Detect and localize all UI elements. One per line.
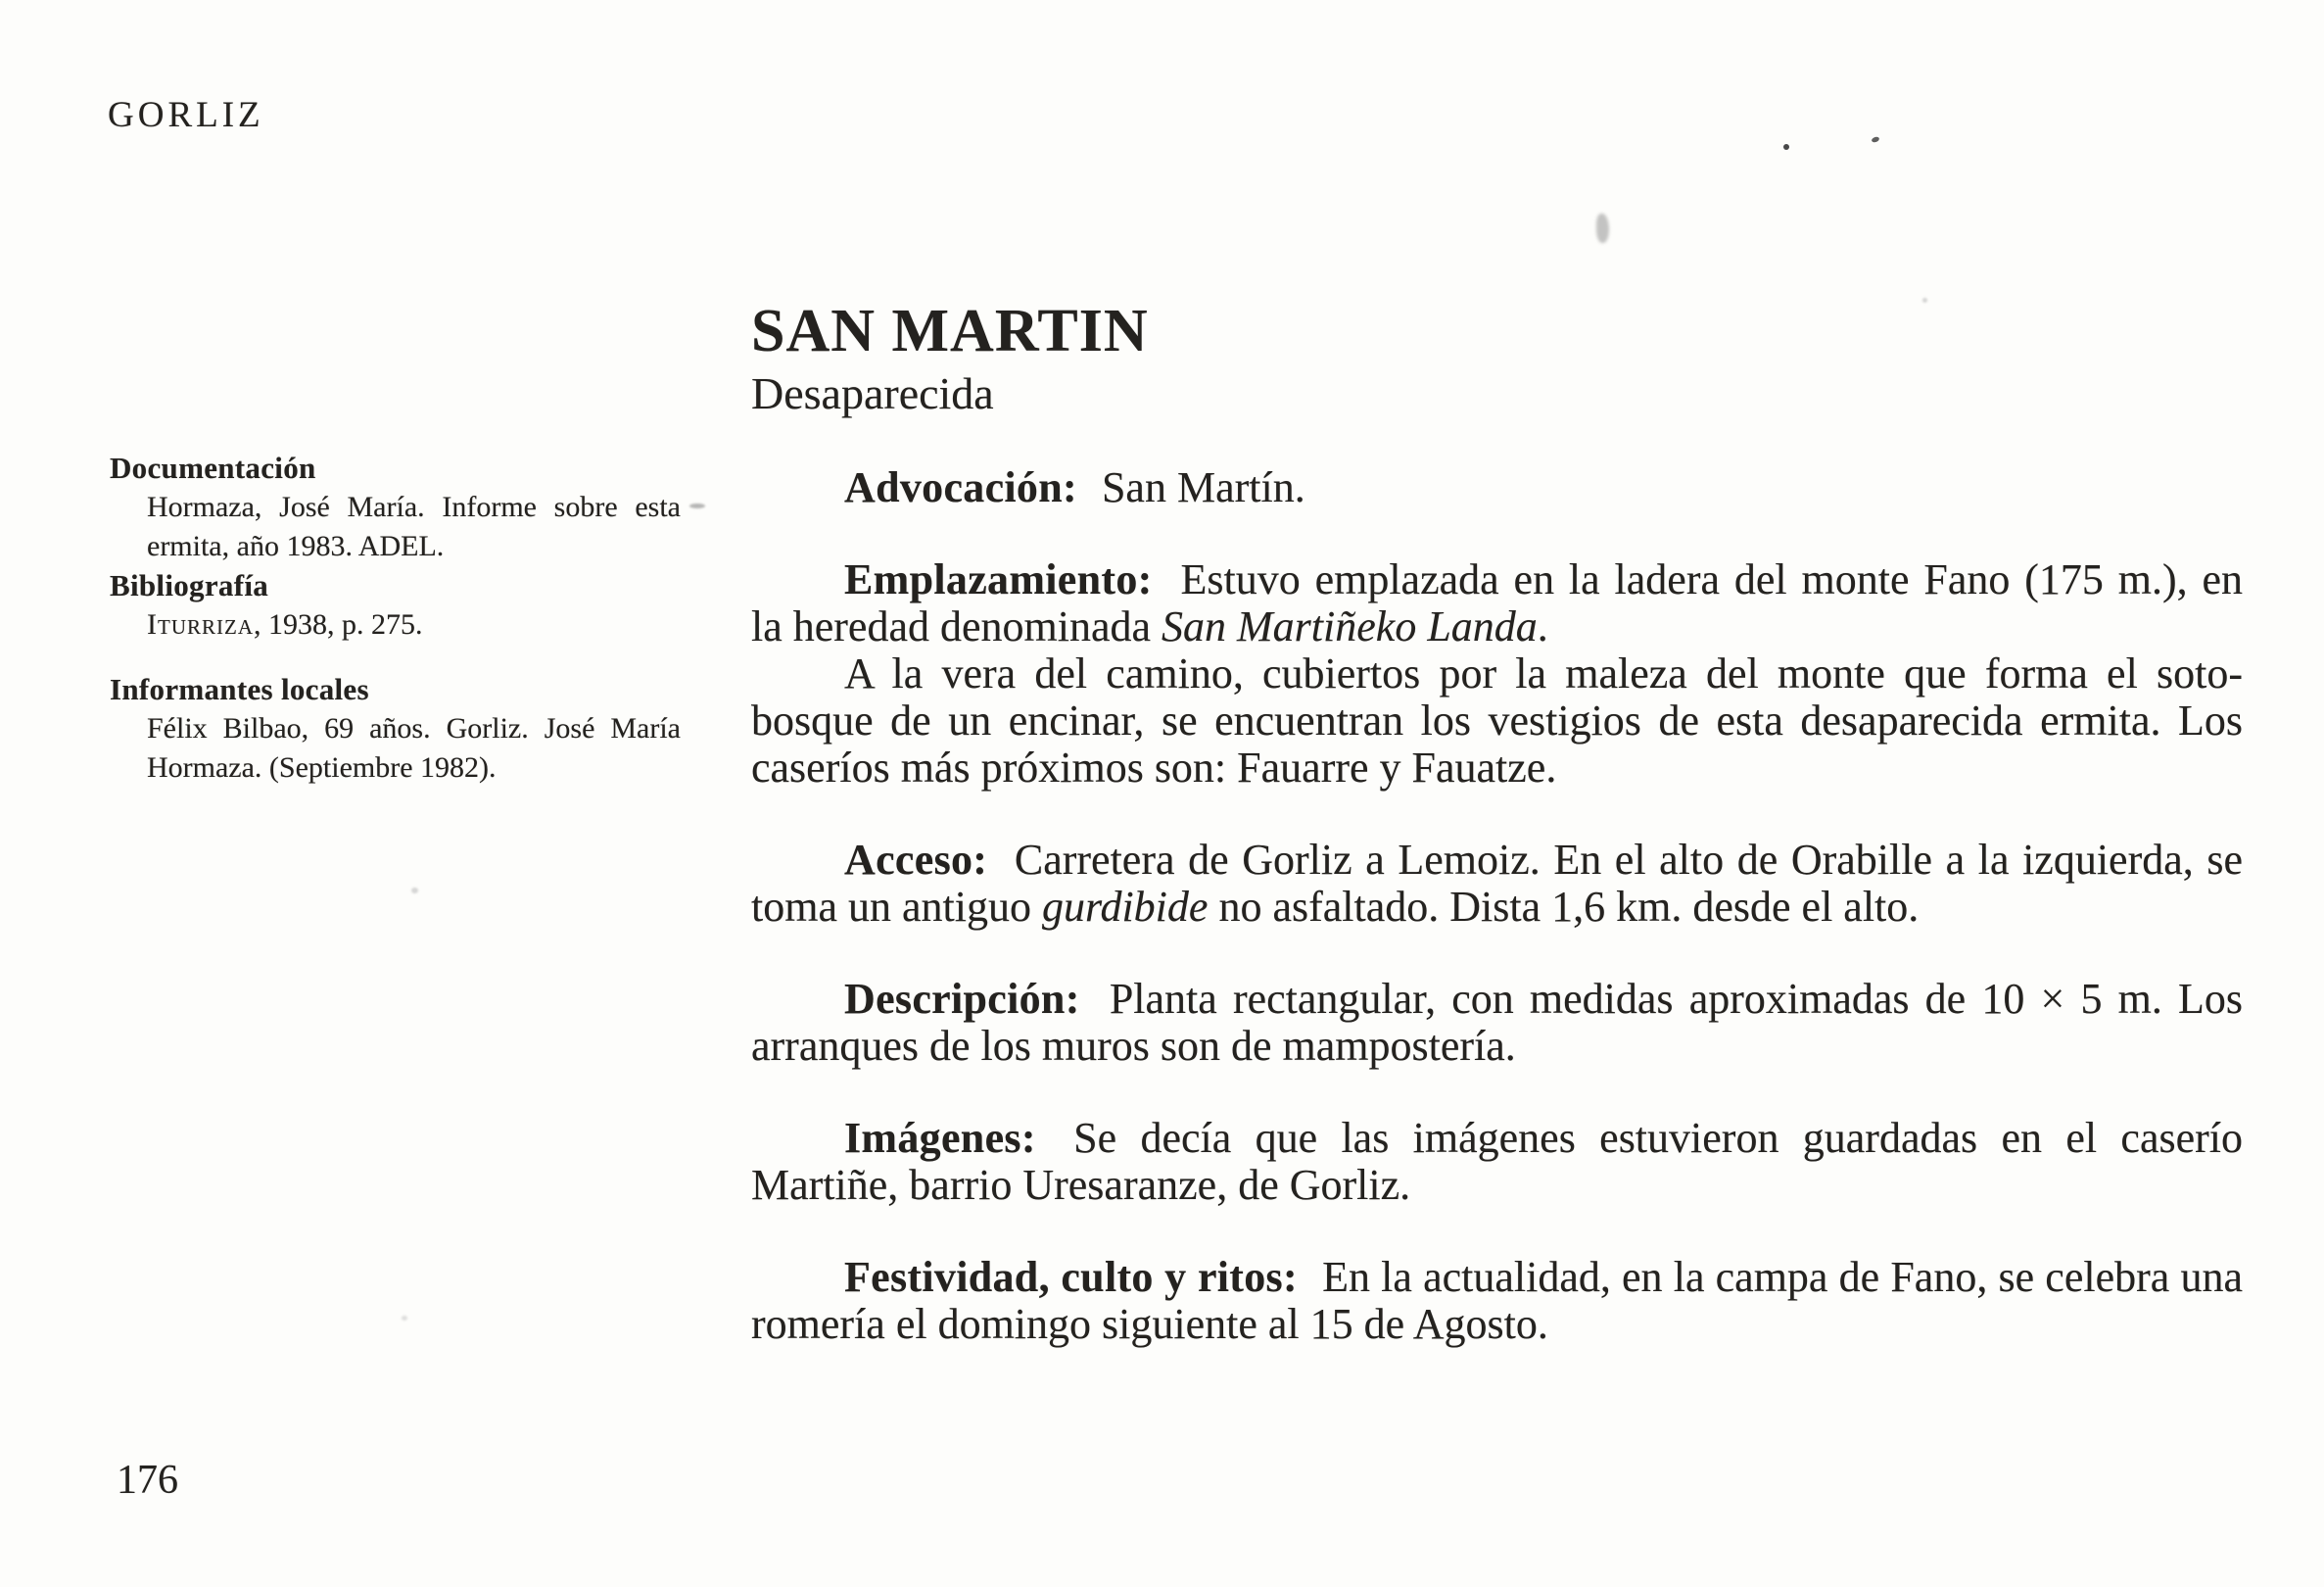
scan-speck bbox=[1596, 214, 1609, 243]
author-smallcaps: Iturriza bbox=[147, 608, 254, 641]
entry-text-italic: gurdibide bbox=[1041, 883, 1209, 931]
sidebar-heading: Documentación bbox=[110, 451, 316, 485]
sidebar-body bbox=[147, 605, 681, 645]
entry-text: Carretera de Gorliz a Lemoiz. En el alto de Orabille a la izquierda, se toma un antiguo bbox=[751, 836, 2244, 931]
entry-text-italic: San Martiñeko Landa bbox=[1162, 602, 1538, 650]
scan-speck bbox=[1783, 144, 1789, 150]
entry-label: Advocación: bbox=[844, 463, 1077, 511]
entry-text: . bbox=[1537, 602, 1548, 650]
entry-festividad bbox=[751, 1254, 2243, 1348]
running-header: GORLIZ bbox=[108, 95, 264, 135]
scan-speck bbox=[402, 1316, 407, 1321]
entry-text: Planta rectangular, con medidas aproximadas de 10 × 5 m. Los arranques de los muros son de mampostería. bbox=[751, 975, 2243, 1070]
entry-text: En la actualidad, en la campa de Fano, se celebra una romería el domingo siguiente al 15 de Agosto. bbox=[751, 1253, 2243, 1348]
sidebar-section-documentacion bbox=[110, 449, 697, 566]
entry-descripcion bbox=[751, 976, 2243, 1070]
entry-emplazamiento-continuation bbox=[751, 650, 2243, 792]
sidebar bbox=[110, 449, 697, 788]
reference-text: , 1938, p. 275. bbox=[253, 608, 423, 641]
scan-speck bbox=[1871, 136, 1879, 143]
page-subtitle: Desaparecida bbox=[751, 368, 994, 418]
sidebar-section-informantes bbox=[110, 670, 697, 788]
main-column bbox=[751, 300, 2243, 1348]
sidebar-gap bbox=[110, 645, 697, 670]
entry-label: Emplazamiento: bbox=[844, 555, 1153, 603]
sidebar-heading: Bibliografía bbox=[110, 568, 269, 602]
entry-advocacion bbox=[751, 464, 2243, 511]
entry-label: Acceso: bbox=[844, 836, 988, 884]
entry-text: San Martín. bbox=[1101, 463, 1305, 511]
entry-label: Descripción: bbox=[844, 975, 1080, 1023]
sidebar-body: Félix Bilbao, 69 años. Gorliz. José María Hormaza. (Septiembre 1982). bbox=[147, 712, 681, 784]
entry-label: Imágenes: bbox=[844, 1114, 1036, 1162]
entry-text: A la vera del camino, cubiertos por la maleza del monte que forma el soto-bosque de un encinar, se encuentran los vestigios de esta desaparecida ermita. Los caseríos más próximos son: Fauarre y Fauatze. bbox=[751, 649, 2243, 792]
sidebar-heading: Informantes locales bbox=[110, 672, 369, 706]
page-title: SAN MARTIN bbox=[751, 298, 1149, 364]
sidebar-body: Hormaza, José María. Informe sobre esta ermita, año 1983. ADEL. bbox=[147, 491, 681, 562]
entry-text: Se decía que las imágenes estuvieron guardadas en el caserío Martiñe, barrio Uresaranze, de Gorliz. bbox=[751, 1114, 2244, 1209]
scan-speck bbox=[689, 504, 705, 508]
page-number: 176 bbox=[117, 1458, 178, 1503]
scan-speck bbox=[1922, 298, 1927, 303]
scan-speck bbox=[411, 888, 418, 893]
entry-imagenes bbox=[751, 1115, 2243, 1209]
entry-text: no asfaltado. Dista 1,6 km. desde el alto. bbox=[1208, 883, 1920, 931]
entry-text: Estuvo emplazada en la ladera del monte Fano (175 m.), en la heredad denominada bbox=[751, 555, 2244, 650]
sidebar-section-bibliografia bbox=[110, 566, 697, 645]
entry-label: Festividad, culto y ritos: bbox=[844, 1253, 1298, 1301]
entry-acceso bbox=[751, 837, 2243, 931]
entry-emplazamiento bbox=[751, 556, 2243, 650]
